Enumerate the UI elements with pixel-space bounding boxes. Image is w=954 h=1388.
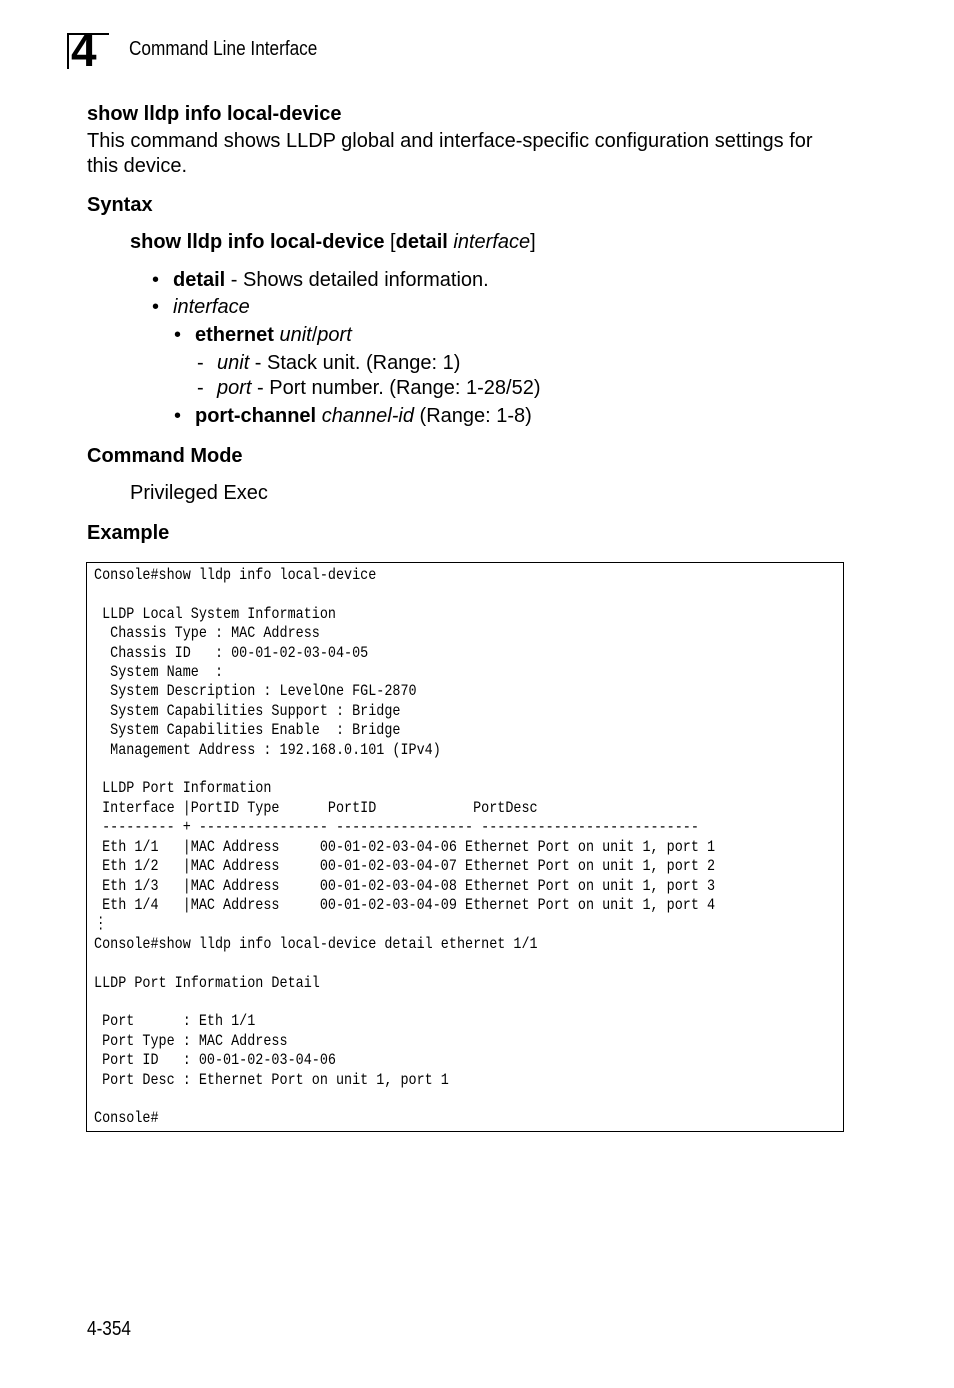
ellipsis-icon: ⋮ bbox=[94, 915, 108, 934]
syntax-argument: interface bbox=[453, 231, 531, 253]
syntax-item-detail-text: - Shows detailed information. bbox=[225, 269, 489, 291]
command-title: show lldp info local-device bbox=[87, 103, 342, 125]
syntax-keyword: detail bbox=[395, 231, 448, 253]
command-description: This command shows LLDP global and interface-specific configuration settings for this device. bbox=[87, 130, 813, 177]
bullet-icon: • bbox=[174, 405, 182, 427]
syntax-item-interface-term: interface bbox=[173, 296, 250, 318]
bullet-icon: • bbox=[174, 324, 182, 346]
page-number: 4-354 bbox=[87, 1318, 131, 1340]
syntax-item-port-term: port bbox=[217, 377, 252, 399]
running-title: Command Line Interface bbox=[129, 38, 318, 60]
syntax-item-interface bbox=[173, 296, 250, 319]
syntax-item-detail-term: detail bbox=[173, 269, 226, 291]
syntax-close-bracket: ] bbox=[530, 231, 536, 253]
syntax-item-ethernet-port: port bbox=[317, 324, 352, 346]
syntax-item-unit bbox=[217, 352, 460, 375]
dash-icon: - bbox=[197, 377, 204, 399]
syntax-item-port-channel-arg: channel-id bbox=[321, 405, 414, 427]
example-code-part-1: Console#show lldp info local-device LLDP Local System Information Chassis Type : MAC Address Chassis ID : 00-01-02-03-04-05 System Name : System Description : LevelOne FGL-2870 System Capabilities Support : Bridge System Capabilities Enable : Bridge Management Address : 192.168.0.101 (IPv4) LLDP Port Information Interface |PortID Type PortID PortDesc --------- + ---------------- ----------------- --------------------------- Eth 1/1 |MAC Address 00-01-02-03-04-06 Ethernet Port on unit 1, port 1 Eth 1/2 |MAC Address 00-01-02-03-04-07 Ethernet Port on unit 1, port 2 Eth 1/3 |MAC Address 00-01-02-03-04-08 Ethernet Port on unit 1, port 3 Eth 1/4 |MAC Address 00-01-02-03-04-09 Ethernet Port on unit 1, port 4 bbox=[94, 566, 716, 914]
chapter-number: 4 bbox=[71, 24, 96, 76]
command-mode-heading: Command Mode bbox=[87, 445, 243, 467]
syntax-item-ethernet-unit: unit bbox=[279, 324, 312, 346]
example-heading: Example bbox=[87, 522, 170, 544]
syntax-open-bracket: [ bbox=[390, 231, 396, 253]
example-code-part-2: Console#show lldp info local-device detail ethernet 1/1 LLDP Port Information Detail Port : Eth 1/1 Port Type : MAC Address Port ID : 00-01-02-03-04-06 Port Desc : Ethernet Port on unit 1, port 1 Console# bbox=[94, 934, 538, 1128]
chapter-marker bbox=[67, 24, 109, 76]
syntax-command: show lldp info local-device bbox=[130, 231, 385, 253]
syntax-item-port-channel-text: (Range: 1-8) bbox=[413, 405, 532, 427]
syntax-heading: Syntax bbox=[87, 194, 153, 216]
example-code-block bbox=[86, 562, 844, 1132]
syntax-item-port-channel bbox=[195, 405, 532, 428]
syntax-item-ethernet-slash: / bbox=[311, 324, 318, 346]
syntax-item-port bbox=[217, 377, 541, 400]
command-mode-text: Privileged Exec bbox=[130, 482, 268, 504]
syntax-item-unit-text: - Stack unit. (Range: 1) bbox=[249, 352, 461, 374]
syntax-item-ethernet bbox=[195, 324, 352, 347]
syntax-item-port-channel-term: port-channel bbox=[195, 405, 317, 427]
syntax-item-ethernet-term: ethernet bbox=[195, 324, 274, 346]
syntax-item-detail bbox=[173, 269, 489, 292]
syntax-item-port-text: - Port number. (Range: 1-28/52) bbox=[251, 377, 541, 399]
syntax-item-unit-term: unit bbox=[217, 352, 250, 374]
bullet-icon: • bbox=[152, 296, 160, 318]
syntax-line bbox=[130, 231, 536, 254]
dash-icon: - bbox=[197, 352, 204, 374]
chapter-marker-vertical-rule bbox=[67, 33, 69, 69]
bullet-icon: • bbox=[152, 269, 160, 291]
example-code-output bbox=[94, 566, 715, 1129]
